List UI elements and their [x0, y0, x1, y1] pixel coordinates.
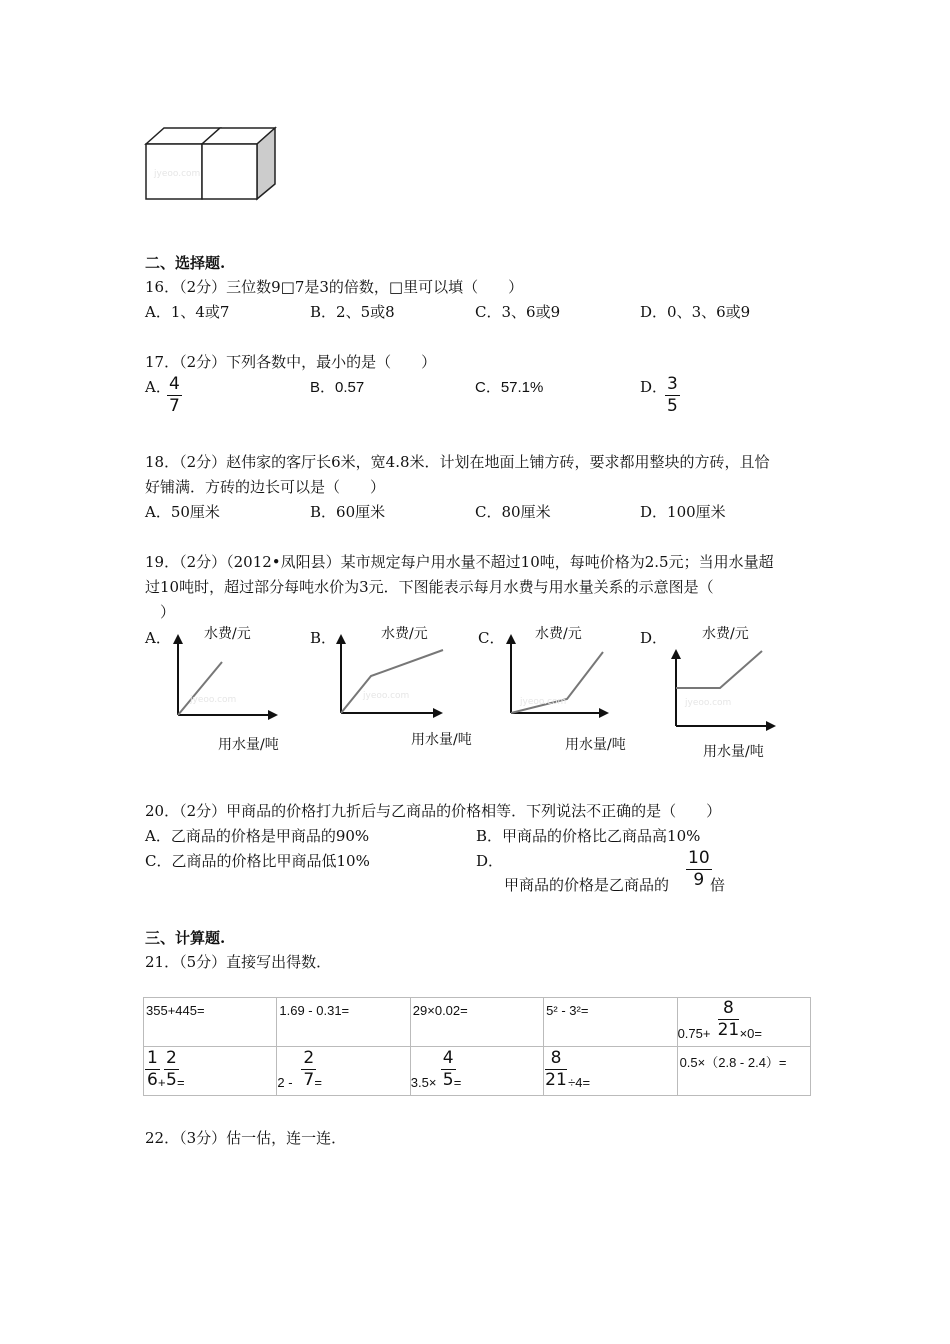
q19-graph-d-label: D．: [640, 629, 668, 647]
q19-graph-c: [495, 620, 635, 760]
x-axis-label: 用水量/吨: [565, 737, 626, 753]
q20-option-d-suffix: 倍: [710, 876, 726, 894]
q17-option-c: C．57.1%: [475, 379, 544, 396]
q22-stem: 22．（3分）估一估，连一连．: [145, 1129, 347, 1147]
q20-option-d-label: D．: [476, 852, 504, 870]
q18-line-2: 好铺满．方砖的边长可以是（ ）: [145, 478, 386, 496]
q18-option-a: A．50厘米: [145, 503, 220, 521]
cubes-figure: [140, 122, 285, 207]
q19-graph-c-label: C．: [478, 629, 505, 647]
q17-option-a-label: A．: [145, 378, 171, 396]
q20-option-c: C．乙商品的价格比甲商品低10%: [145, 852, 370, 870]
q20-option-a: A．乙商品的价格是甲商品的90%: [145, 827, 370, 845]
q17-option-b: B．0.57: [310, 379, 365, 396]
calc-cell: 29×0.02=: [410, 998, 543, 1047]
q19-graph-b-label: B．: [310, 629, 337, 647]
q20-option-b: B．甲商品的价格比乙商品高10%: [476, 827, 701, 845]
calc-cell: 1.69 - 0.31=: [277, 998, 410, 1047]
q18-option-d: D．100厘米: [640, 503, 726, 521]
q19-graph-b: [323, 620, 472, 760]
q17-option-a-fraction: $\frac{4}{7}$: [169, 374, 180, 416]
q21-stem: 21．（5分）直接写出得数．: [145, 953, 332, 971]
graph-b-line: [341, 650, 443, 713]
q16-stem: 16．（2分）三位数9□7是3的倍数，□里可以填（ ）: [145, 278, 524, 296]
y-axis-label: 水费/元: [204, 626, 251, 642]
watermark: jyeoo.com: [363, 691, 410, 701]
calc-cell: 0.5×（2.8 - 2.4）=: [677, 1047, 810, 1096]
q19-graph-a-label: A．: [145, 629, 171, 647]
q19-graph-a: [160, 620, 300, 760]
q16-option-b: B．2、5或8: [310, 303, 395, 321]
section-3-title: 三、计算题.: [145, 929, 226, 947]
q19-line-1: 19．（2分）（2012•凤阳县）某市规定每户用水量不超过10吨，每吨价格为2.5元；当用水量超: [145, 553, 774, 571]
watermark: jyeoo.com: [154, 169, 201, 179]
section-2-title: 二、选择题.: [145, 254, 226, 272]
calc-cell: 0.75+ $\frac{8}{21}$ ×0=: [677, 998, 810, 1047]
y-axis-label: 水费/元: [381, 626, 428, 642]
table-row: [144, 1047, 811, 1096]
q20-stem: 20．（2分）甲商品的价格打九折后与乙商品的价格相等．下列说法不正确的是（ ）: [145, 802, 722, 820]
calc-cell: 3.5× $\frac{4}{5}$ =: [410, 1047, 543, 1096]
graph-d-line: [676, 651, 762, 688]
y-axis-label: 水费/元: [702, 626, 749, 642]
watermark: jyeoo.com: [520, 697, 567, 707]
x-axis-label: 用水量/吨: [218, 737, 279, 753]
q16-option-a: A．1、4或7: [145, 303, 230, 321]
calc-cell: 355+445=: [144, 998, 277, 1047]
q19-line-2: 过10吨时，超过部分每吨水价为3元．下图能表示每月水费与用水量关系的示意图是（: [145, 578, 714, 596]
calc-cell: $\frac{8}{21}$ ÷4=: [544, 1047, 677, 1096]
calc-cell: 5² - 3²=: [544, 998, 677, 1047]
q21-calc-table: [143, 997, 811, 1096]
x-axis-label: 用水量/吨: [703, 744, 764, 760]
q16-option-c: C．3、6或9: [475, 303, 561, 321]
q17-option-d-label: D．: [640, 378, 668, 396]
q19-line-3: ）: [145, 603, 176, 621]
watermark: jyeoo.com: [685, 698, 732, 708]
q19-graph-d: [660, 620, 800, 765]
q16-option-d: D．0、3、6或9: [640, 303, 751, 321]
q20-option-d-text: 甲商品的价格是乙商品的: [504, 876, 670, 894]
x-axis-label: 用水量/吨: [411, 732, 472, 748]
q20-option-d-fraction: $\frac{10}{9}$: [688, 848, 710, 890]
q18-option-c: C．80厘米: [475, 503, 551, 521]
q18-option-b: B．60厘米: [310, 503, 386, 521]
calc-cell: $\frac{1}{6}$ + $\frac{2}{5}$ =: [144, 1047, 277, 1096]
watermark: jyeoo.com: [190, 695, 237, 705]
table-row: [144, 998, 811, 1047]
graph-a-line: [178, 662, 222, 715]
calc-cell: 2 - $\frac{2}{7}$ =: [277, 1047, 410, 1096]
q18-line-1: 18．（2分）赵伟家的客厅长6米，宽4.8米．计划在地面上铺方砖，要求都用整块的方砖，且恰: [145, 453, 770, 471]
q17-option-d-fraction: $\frac{3}{5}$: [667, 374, 678, 416]
q17-stem: 17．（2分）下列各数中，最小的是（ ）: [145, 353, 437, 371]
y-axis-label: 水费/元: [535, 626, 582, 642]
